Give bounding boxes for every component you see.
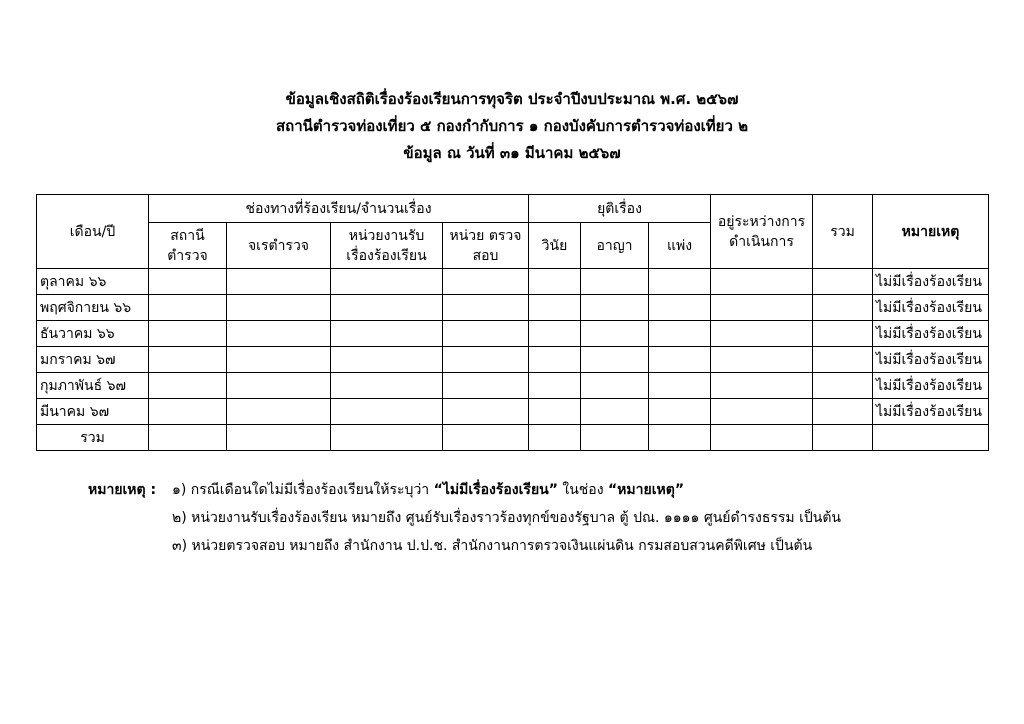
empty-cell — [529, 269, 581, 295]
empty-cell — [649, 373, 711, 399]
empty-cell — [149, 295, 227, 321]
header-civil: แพ่ง — [649, 223, 711, 269]
empty-cell — [443, 295, 529, 321]
empty-cell — [227, 373, 331, 399]
note-1-middle: ในช่อง — [557, 482, 608, 498]
month-cell: ตุลาคม ๖๖ — [37, 269, 149, 295]
header-concluded: ยุติเรื่อง — [529, 195, 711, 223]
empty-cell — [813, 321, 873, 347]
empty-cell — [813, 373, 873, 399]
empty-cell — [331, 347, 443, 373]
empty-cell — [443, 321, 529, 347]
title-line-2: สถานีตำรวจท่องเที่ยว ๕ กองกำกับการ ๑ กองบังคับการตำรวจท่องเที่ยว ๒ — [275, 117, 748, 135]
remark-cell: ไม่มีเรื่องร้องเรียน — [873, 399, 989, 425]
month-cell: ธันวาคม ๖๖ — [37, 321, 149, 347]
empty-cell — [331, 269, 443, 295]
empty-cell — [227, 425, 331, 451]
empty-cell — [813, 295, 873, 321]
empty-cell — [529, 425, 581, 451]
note-1-bold-phrase: “ไม่มีเรื่องร้องเรียน” — [433, 482, 558, 498]
remark-cell: ไม่มีเรื่องร้องเรียน — [873, 269, 989, 295]
table-row — [37, 321, 989, 347]
total-row — [37, 425, 989, 451]
remark-cell: ไม่มีเรื่องร้องเรียน — [873, 321, 989, 347]
month-cell: มีนาคม ๖๗ — [37, 399, 149, 425]
empty-cell — [149, 347, 227, 373]
empty-cell — [581, 321, 649, 347]
empty-cell — [443, 399, 529, 425]
empty-cell — [443, 347, 529, 373]
note-1-bold-column: “หมายเหตุ” — [607, 482, 685, 498]
empty-cell — [649, 347, 711, 373]
empty-cell — [873, 425, 989, 451]
header-channels: ช่องทางที่ร้องเรียน/จำนวนเรื่อง — [149, 195, 529, 223]
empty-cell — [813, 269, 873, 295]
empty-cell — [227, 295, 331, 321]
header-remark: หมายเหตุ — [873, 195, 989, 269]
empty-cell — [813, 347, 873, 373]
empty-cell — [649, 321, 711, 347]
note-2: ๒) หน่วยงานรับเรื่องร้องเรียน หมายถึง ศูนย์รับเรื่องราวร้องทุกข์ของรัฐบาล ตู้ ปณ. ๑๑๑๑ ศูนย์ดำรงธรรม เป็นต้น — [172, 510, 841, 526]
header-discipline: วินัย — [529, 223, 581, 269]
empty-cell — [149, 425, 227, 451]
empty-cell — [581, 347, 649, 373]
header-audit-agency: หน่วย ตรวจสอบ — [443, 223, 529, 269]
month-cell: มกราคม ๖๗ — [37, 347, 149, 373]
empty-cell — [227, 399, 331, 425]
empty-cell — [529, 295, 581, 321]
empty-cell — [813, 399, 873, 425]
complaint-statistics-table — [36, 194, 989, 451]
header-police-inspector: จเรตำรวจ — [227, 223, 331, 269]
empty-cell — [711, 399, 813, 425]
empty-cell — [581, 269, 649, 295]
empty-cell — [529, 347, 581, 373]
empty-cell — [529, 321, 581, 347]
empty-cell — [711, 269, 813, 295]
empty-cell — [331, 425, 443, 451]
remark-cell: ไม่มีเรื่องร้องเรียน — [873, 373, 989, 399]
empty-cell — [331, 295, 443, 321]
note-1 — [172, 476, 932, 504]
empty-cell — [149, 399, 227, 425]
empty-cell — [331, 373, 443, 399]
empty-cell — [227, 269, 331, 295]
note-3: ๓) หน่วยตรวจสอบ หมายถึง สำนักงาน ป.ป.ช. สำนักงานการตรวจเงินแผ่นดิน กรมสอบสวนคดีพิเศษ เป็นต้น — [172, 538, 813, 554]
empty-cell — [331, 399, 443, 425]
empty-cell — [443, 373, 529, 399]
empty-cell — [149, 373, 227, 399]
empty-cell — [443, 269, 529, 295]
empty-cell — [149, 321, 227, 347]
header-complaint-agency: หน่วยงานรับ เรื่องร้องเรียน — [331, 223, 443, 269]
empty-cell — [149, 269, 227, 295]
empty-cell — [649, 399, 711, 425]
empty-cell — [443, 425, 529, 451]
remark-cell: ไม่มีเรื่องร้องเรียน — [873, 347, 989, 373]
empty-cell — [529, 373, 581, 399]
table-row — [37, 347, 989, 373]
table-row — [37, 399, 989, 425]
empty-cell — [711, 321, 813, 347]
notes-label: หมายเหตุ : — [88, 482, 157, 498]
month-cell: พฤศจิกายน ๖๖ — [37, 295, 149, 321]
header-station: สถานี ตำรวจ — [149, 223, 227, 269]
empty-cell — [581, 399, 649, 425]
document-title — [0, 86, 1024, 167]
empty-cell — [227, 347, 331, 373]
header-in-progress: อยู่ระหว่างการ ดำเนินการ — [711, 195, 813, 269]
empty-cell — [649, 295, 711, 321]
empty-cell — [581, 373, 649, 399]
empty-cell — [331, 321, 443, 347]
header-criminal: อาญา — [581, 223, 649, 269]
title-line-1: ข้อมูลเชิงสถิติเรื่องร้องเรียนการทุจริต ประจำปีงบประมาณ พ.ศ. ๒๕๖๗ — [285, 90, 739, 108]
remark-cell: ไม่มีเรื่องร้องเรียน — [873, 295, 989, 321]
empty-cell — [227, 321, 331, 347]
table-row — [37, 295, 989, 321]
header-month: เดือน/ปี — [37, 195, 149, 269]
empty-cell — [813, 425, 873, 451]
empty-cell — [711, 347, 813, 373]
month-cell: กุมภาพันธ์ ๖๗ — [37, 373, 149, 399]
table-row — [37, 373, 989, 399]
empty-cell — [711, 425, 813, 451]
empty-cell — [711, 373, 813, 399]
header-total: รวม — [813, 195, 873, 269]
empty-cell — [649, 425, 711, 451]
empty-cell — [581, 295, 649, 321]
table-row — [37, 269, 989, 295]
empty-cell — [649, 269, 711, 295]
total-label: รวม — [37, 425, 149, 451]
note-1-prefix: ๑) กรณีเดือนใดไม่มีเรื่องร้องเรียนให้ระบุว่า — [172, 482, 434, 498]
empty-cell — [581, 425, 649, 451]
empty-cell — [529, 399, 581, 425]
title-line-3: ข้อมูล ณ วันที่ ๓๑ มีนาคม ๒๕๖๗ — [403, 144, 621, 162]
empty-cell — [711, 295, 813, 321]
